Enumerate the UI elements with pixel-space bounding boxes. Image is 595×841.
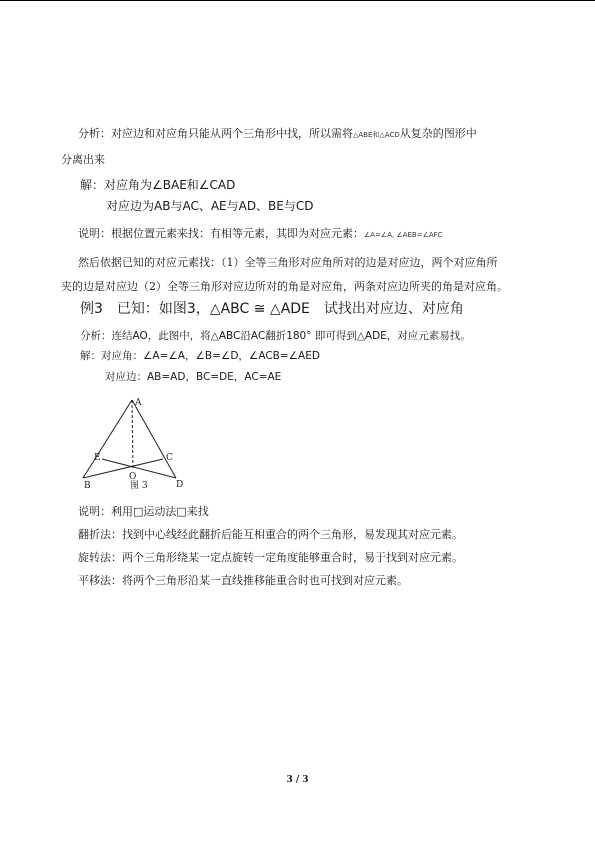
figure-caption: 图 3 [130,481,148,491]
page-number: 3 / 3 [286,775,309,785]
side-de [102,459,176,478]
vertex-label-o: O [129,472,137,482]
analysis-1-line-1 [78,127,477,142]
vertex-label-c: C [166,453,173,463]
side-ab [83,400,132,478]
solution-1-sides: 对应边为AB与AC、AE与AD、BE与CD [106,199,314,213]
paragraph-line-2: 夹的边是对应边（2）全等三角形对应边所对的角是对应角，两条对应边所夹的角是对应角。 [61,280,508,293]
vertex-label-b: B [84,481,91,491]
paragraph-line-1: 然后依据已知的对应元素找：（1）全等三角形对应角所对的边是对应边，两个对应角所 [78,256,498,269]
example-3-task: 试找出对应边、对应角 [323,301,464,317]
note-1-text: 说明：根据位置元素来找：有相等元素，其即为对应元素： [78,227,364,240]
side-ad [132,400,176,478]
note-1 [78,227,443,242]
method-translate: 平移法：将两个三角形沿某一直线推移能重合时也可找到对应元素。 [78,574,408,587]
example-3-title [80,299,464,319]
segment-ao [132,400,133,470]
analysis-1-line-2: 分离出来 [61,153,105,166]
analysis-2: 分析：连结AO，此图中，将△ABC沿AC翻折180° 即可得到△ADE，对应元素易找。 [80,330,471,342]
analysis-1-suffix: 从复杂的图形中 [399,127,477,140]
analysis-1-formula: △ABE和△ACD [353,131,400,139]
solution-2-angles: 解：对应角：∠A=∠A，∠B=∠D，∠ACB=∠AED [80,350,320,362]
vertex-label-e: E [94,453,101,463]
example-3-given: 已知：如图3，△ABC ≅ △ADE [116,301,310,317]
vertex-label-a: A [135,398,142,408]
method-rotate: 旋转法：两个三角形绕某一定点旋转一定角度能够重合时，易于找到对应元素。 [78,551,463,564]
methods-intro: 说明：利用□运动法□来找 [78,505,209,518]
top-border [0,0,595,1]
method-fold: 翻折法：找到中心线经此翻折后能互相重合的两个三角形，易发现其对应元素。 [78,528,463,541]
analysis-1-text: 分析：对应边和对应角只能从两个三角形中找，所以需将 [78,127,353,140]
solution-1-angles: 解：对应角为∠BAE和∠CAD [80,178,236,192]
solution-2-sides: 对应边：AB=AD，BC=DE，AC=AE [105,371,282,383]
figure-3-triangles [78,392,198,492]
example-3-label: 例3 [80,301,103,317]
vertex-label-d: D [176,480,184,490]
note-1-formula: ∠A=∠A, ∠AEB=∠AFC [364,231,443,239]
